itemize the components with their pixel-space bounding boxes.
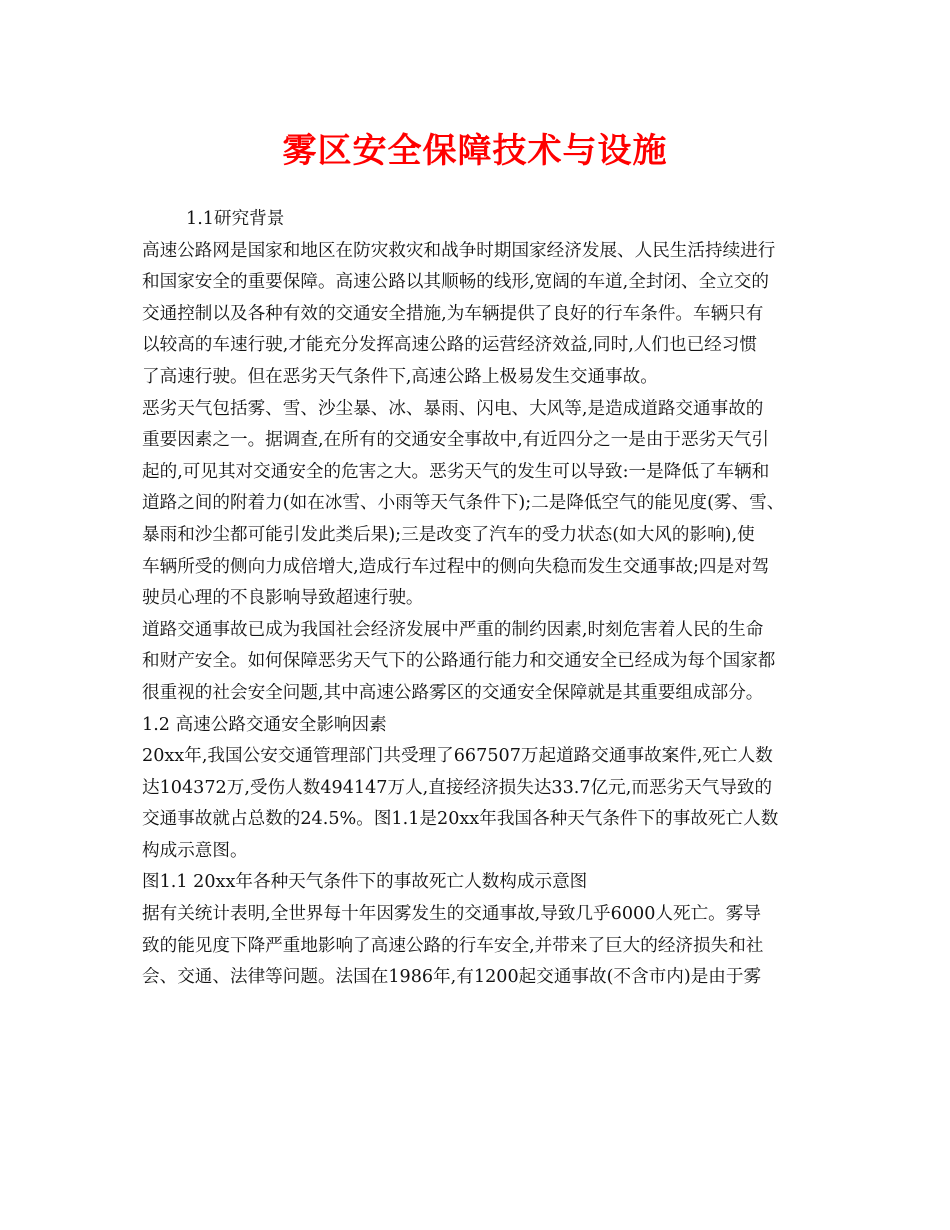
text-line: 交通事故就占总数的24.5%。图1.1是20xx年我国各种天气条件下的事故死亡人数 [142,809,779,830]
text-line: 达104372万,受伤人数494147万人,直接经济损失达33.7亿元,而恶劣天气导致的 [142,777,773,798]
text-line: 很重视的社会安全问题,其中高速公路雾区的交通安全保障就是其重要组成部分。 [142,682,764,703]
text-line: 1.2 高速公路交通安全影响因素 [142,714,387,735]
text-line: 车辆所受的侧向力成倍增大,造成行车过程中的侧向失稳而发生交通事故;四是对驾 [142,556,770,577]
text-line: 会、交通、法律等问题。法国在1986年,有1200起交通事故(不含市内)是由于雾 [142,967,762,988]
text-line: 暴雨和沙尘都可能引发此类后果);三是改变了汽车的受力状态(如大风的影响),使 [142,524,755,545]
text-line: 致的能见度下降严重地影响了高速公路的行车安全,并带来了巨大的经济损失和社 [142,935,764,956]
document-title: 雾区安全保障技术与设施 [282,131,668,171]
document-body [142,204,822,994]
text-line: 交通控制以及各种有效的交通安全措施,为车辆提供了良好的行车条件。车辆只有 [142,303,764,324]
text-line: 20xx年,我国公安交通管理部门共受理了667507万起道路交通事故案件,死亡人数 [142,746,773,767]
text-line: 恶劣天气包括雾、雪、沙尘暴、冰、暴雨、闪电、大风等,是造成道路交通事故的 [142,398,764,419]
text-line: 据有关统计表明,全世界每十年因雾发生的交通事故,导致几乎6000人死亡。雾导 [142,904,761,925]
text-line: 道路之间的附着力(如在冰雪、小雨等天气条件下);二是降低空气的能见度(雾、雪、 [142,493,785,514]
text-line: 了高速行驶。但在恶劣天气条件下,高速公路上极易发生交通事故。 [142,366,658,387]
text-line: 和国家安全的重要保障。高速公路以其顺畅的线形,宽阔的车道,全封闭、全立交的 [142,272,769,293]
text-line: 起的,可见其对交通安全的危害之大。恶劣天气的发生可以导致:一是降低了车辆和 [142,461,770,482]
text-line: 1.1研究背景 [186,209,285,229]
text-line: 高速公路网是国家和地区在防灾救灾和战争时期国家经济发展、人民生活持续进行 [142,240,776,261]
text-line: 和财产安全。如何保障恶劣天气下的公路通行能力和交通安全已经成为每个国家都 [142,651,776,672]
text-line: 以较高的车速行驶,才能充分发挥高速公路的运营经济效益,同时,人们也已经习惯 [142,335,757,356]
text-line: 道路交通事故已成为我国社会经济发展中严重的制约因素,时刻危害着人民的生命 [142,619,764,640]
text-line: 图1.1 20xx年各种天气条件下的事故死亡人数构成示意图 [142,872,588,893]
text-line: 驶员心理的不良影响导致超速行驶。 [142,588,424,609]
text-line: 构成示意图。 [142,840,248,861]
text-line: 重要因素之一。据调查,在所有的交通安全事故中,有近四分之一是由于恶劣天气引 [142,430,769,451]
